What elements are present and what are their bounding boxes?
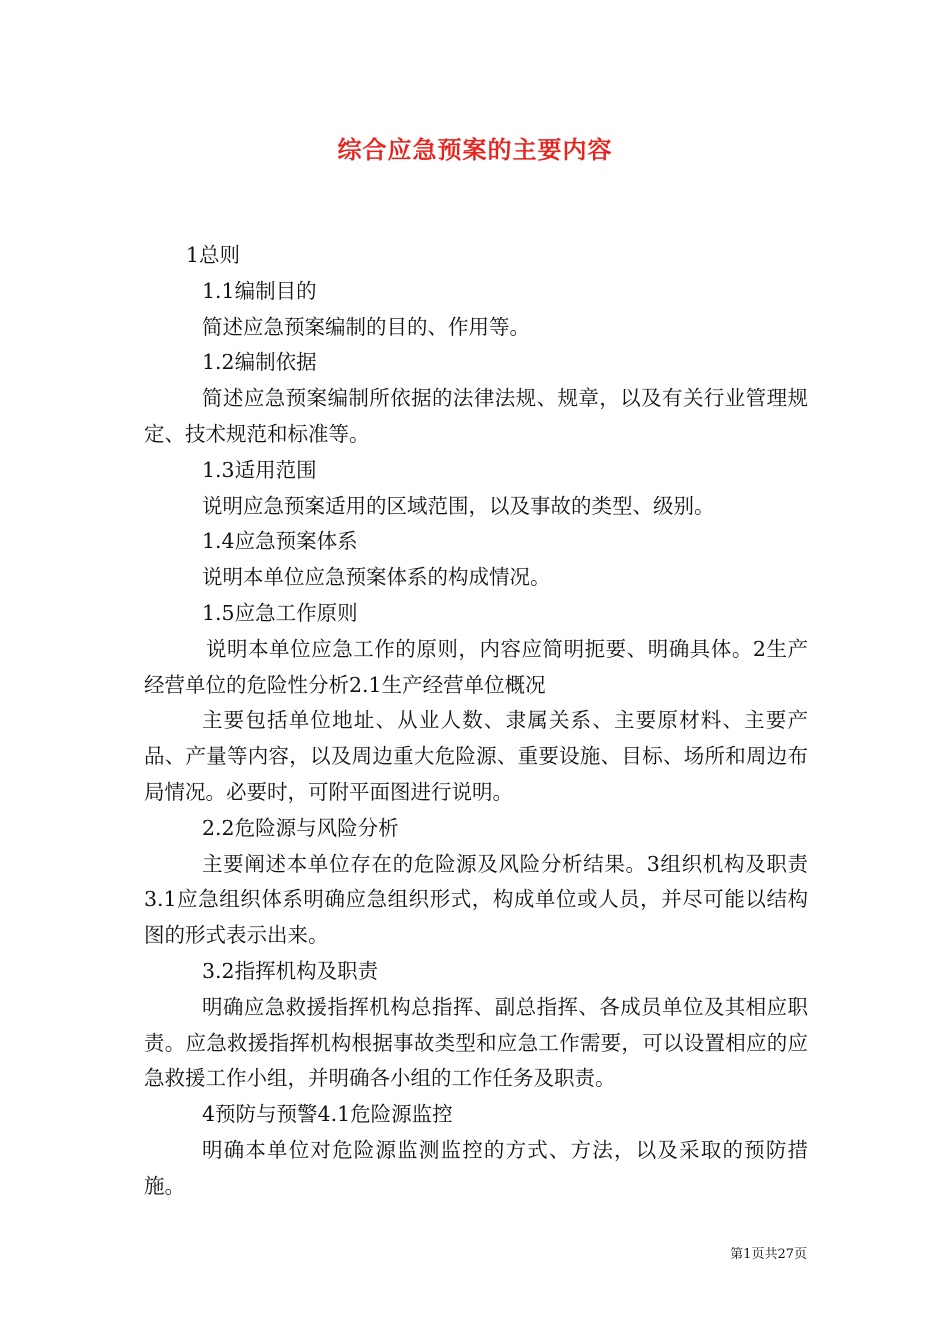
subsection-heading: 1.2编制依据 (202, 350, 317, 375)
document-title: 综合应急预案的主要内容 (337, 136, 613, 164)
subsection-heading: 1.3适用范围 (202, 457, 317, 482)
subsection-heading: 1.1编制目的 (202, 278, 317, 303)
document-body (144, 238, 808, 1205)
body-paragraph: 说明应急预案适用的区域范围，以及事故的类型、级别。 (202, 493, 715, 518)
body-paragraph: 简述应急预案编制的目的、作用等。 (202, 314, 530, 339)
subsection-heading: 2.2危险源与风险分析 (202, 815, 399, 840)
body-paragraph: 明确本单位对危险源监测监控的方式、方法，以及采取的预防措施。 (144, 1137, 808, 1198)
body-paragraph: 简述应急预案编制所依据的法律法规、规章，以及有关行业管理规定、技术规范和标准等。 (144, 386, 808, 446)
subsection-heading: 1.4应急预案体系 (202, 529, 358, 554)
body-paragraph: 说明本单位应急预案体系的构成情况。 (202, 565, 551, 590)
section-heading: 1总则 (186, 243, 241, 267)
body-paragraph: 主要包括单位地址、从业人数、隶属关系、主要原材料、主要产品、产量等内容，以及周边重大危险源、重要设施、目标、场所和周边布局情况。必要时，可附平面图进行说明。 (144, 708, 808, 804)
page-number: 第1页共27页 (730, 1247, 807, 1262)
subsection-heading: 1.5应急工作原则 (202, 600, 358, 625)
subsection-heading: 4预防与预警4.1危险源监控 (202, 1102, 453, 1127)
body-paragraph: 主要阐述本单位存在的危险源及风险分析结果。3组织机构及职责3.1应急组织体系明确应急组织形式，构成单位或人员，并尽可能以结构图的形式表示出来。 (144, 851, 808, 948)
body-paragraph: 说明本单位应急工作的原则，内容应简明扼要、明确具体。2生产经营单位的危险性分析2.1生产经营单位概况 (144, 636, 808, 697)
body-paragraph: 明确应急救援指挥机构总指挥、副总指挥、各成员单位及其相应职责。应急救援指挥机构根据事故类型和应急工作需要，可以设置相应的应急救援工作小组，并明确各小组的工作任务及职责。 (144, 994, 808, 1091)
subsection-heading: 3.2指挥机构及职责 (202, 958, 379, 983)
